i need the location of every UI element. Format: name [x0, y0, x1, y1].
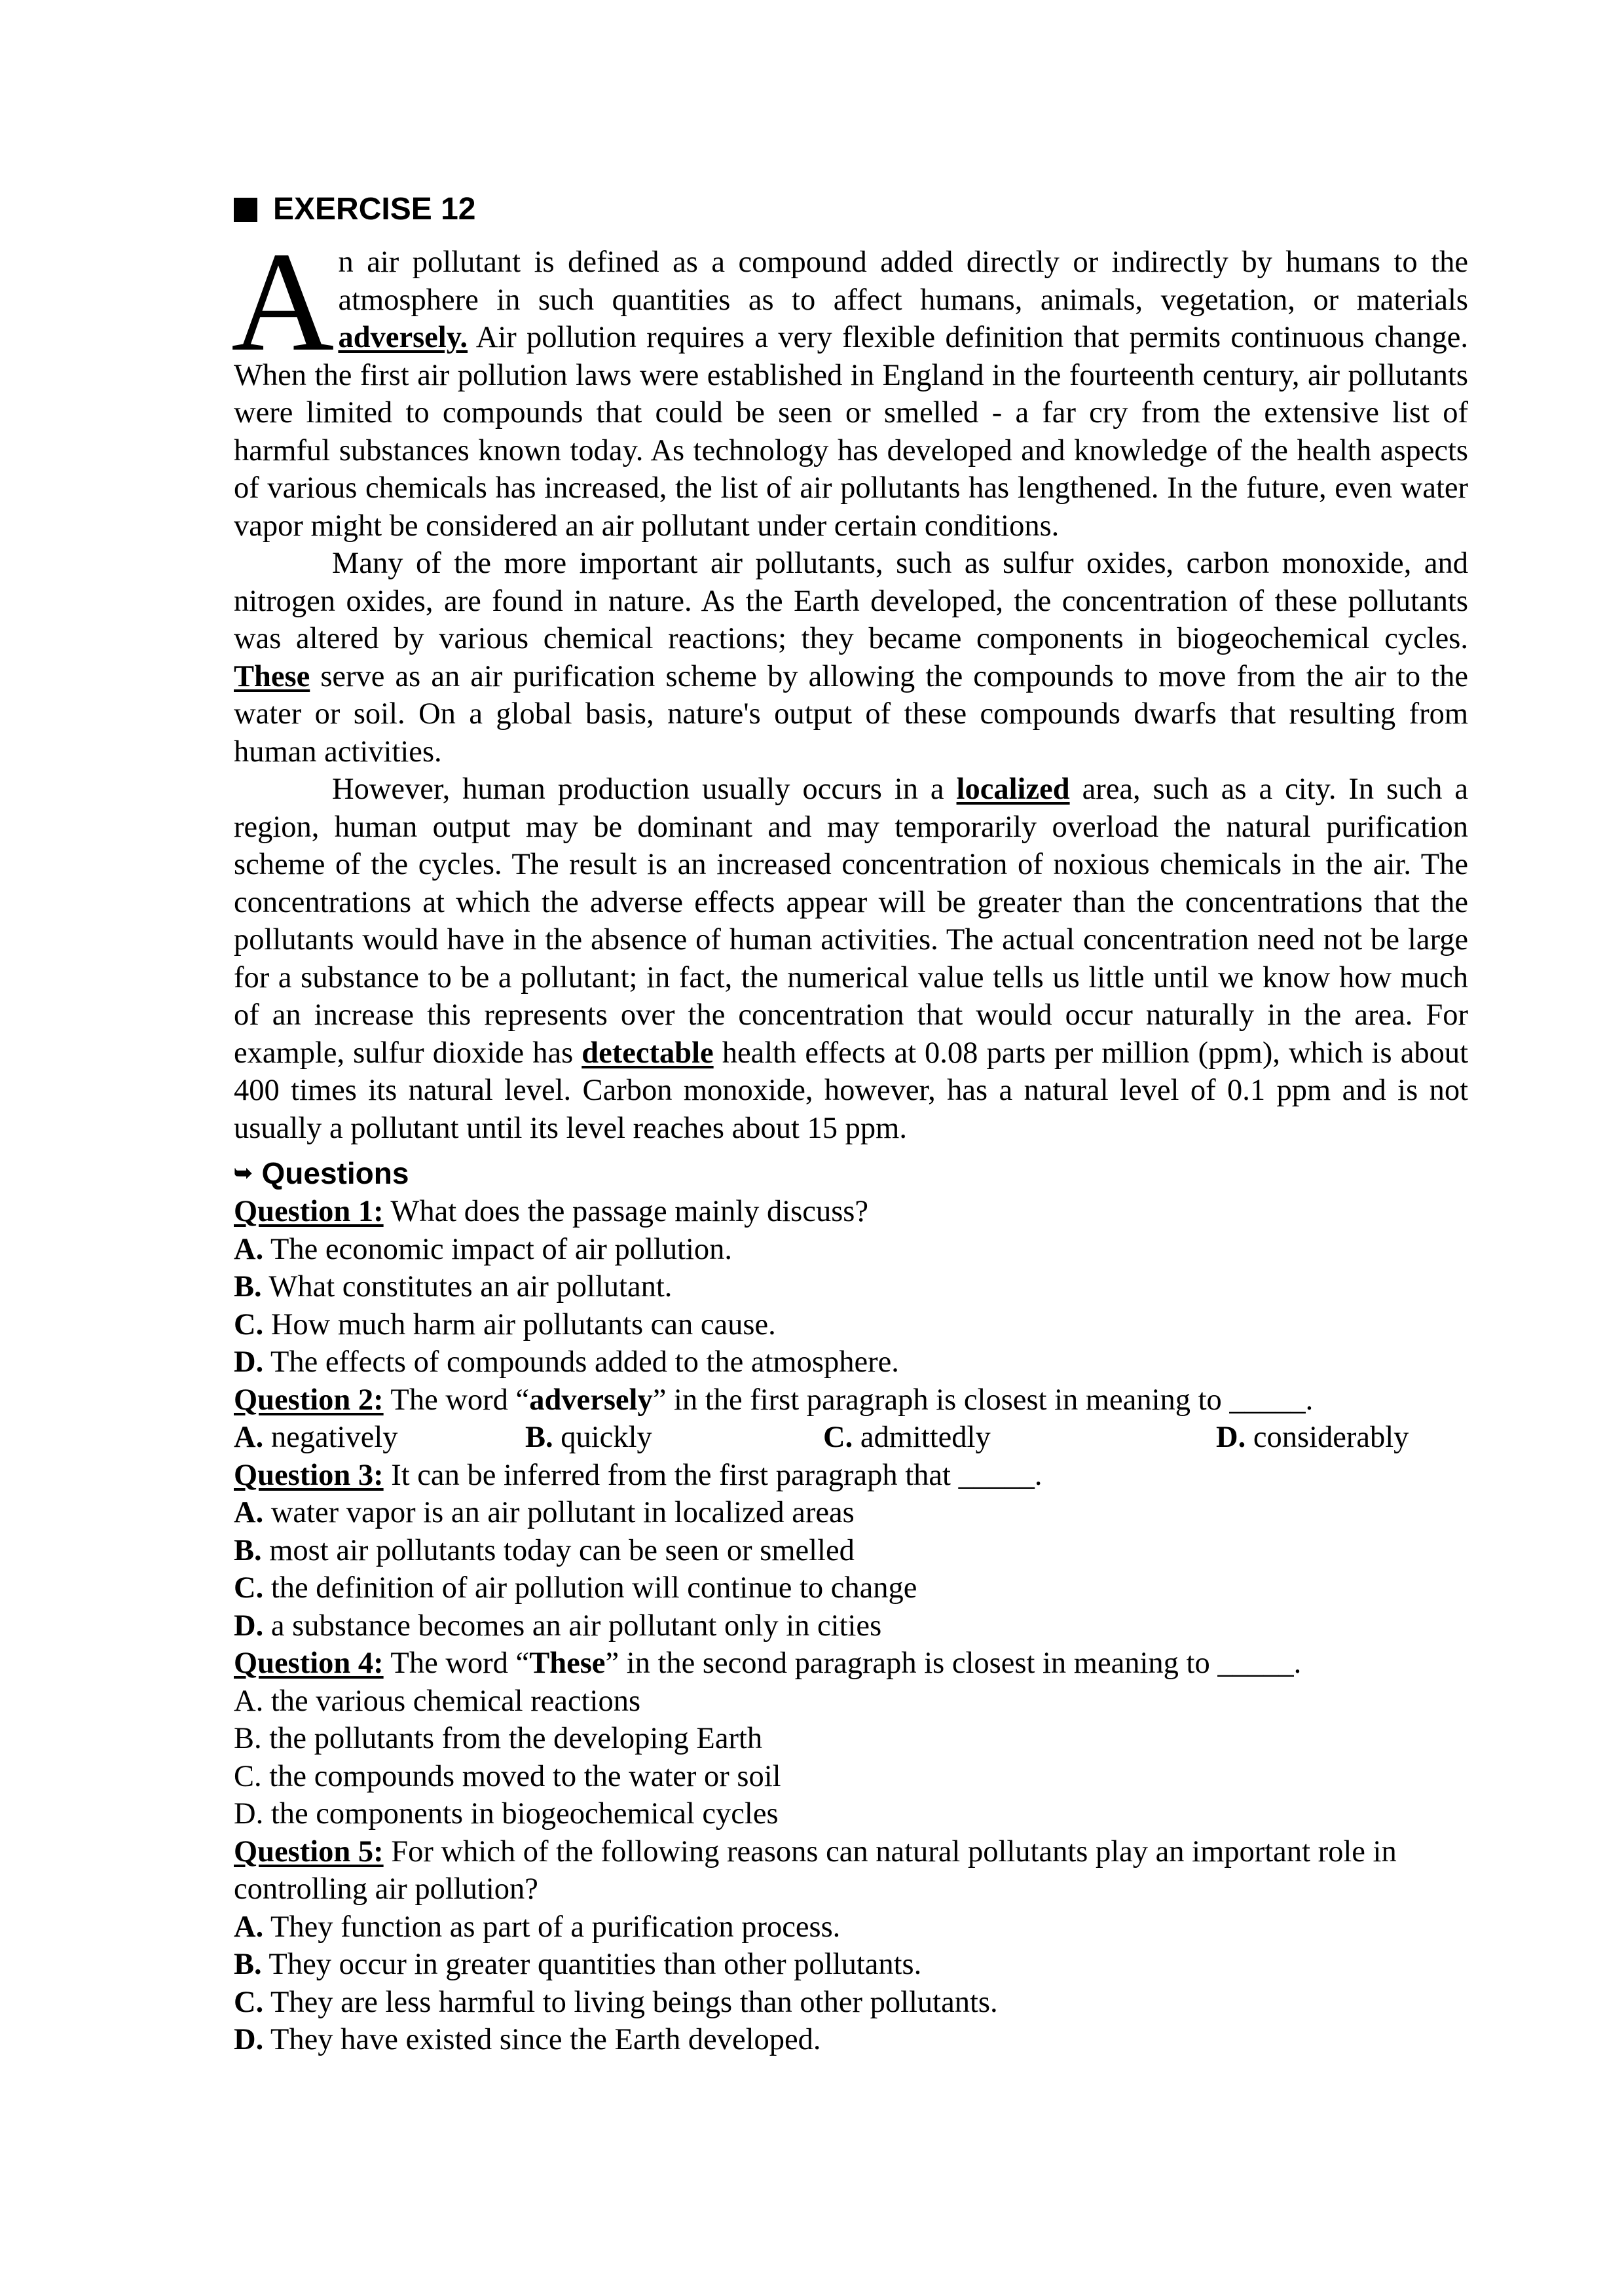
- option-letter: B.: [234, 1533, 262, 1567]
- option-letter: C.: [234, 1307, 264, 1341]
- hook-arrow-icon: ➥: [234, 1161, 253, 1186]
- paragraph-text: Air pollution requires a very flexible definition that permits continuous change. When the first air pollution laws were established in England in the fourteenth century, air pollutants were limited to compounds that could be seen or smelled - a far cry from the extensive list of harmful substances known today. As technology has developed and knowledge of the health aspects of various chemicals has increased, the list of air pollutants has lengthened. In the future, even water vapor might be considered an air pollutant under certain conditions.: [234, 321, 1468, 543]
- questions-title: Questions: [261, 1156, 409, 1190]
- paragraph-text: serve as an air purification scheme by allowing the compounds to move from the air to the water or soil. On a global basis, nature's output of these compounds dwarfs that resulting from human activities.: [234, 659, 1468, 769]
- option-text: the definition of air pollution will continue to change: [263, 1571, 917, 1605]
- question-text: The word “: [383, 1383, 530, 1417]
- option-text: water vapor is an air pollutant in localized areas: [263, 1496, 855, 1529]
- option-c[interactable]: [234, 1758, 1468, 1796]
- passage-paragraph-2: [234, 545, 1468, 771]
- option-letter: C.: [234, 1759, 262, 1793]
- question-stem: [234, 1645, 1468, 1683]
- option-letter: B.: [525, 1421, 553, 1454]
- option-text: the compounds moved to the water or soil: [261, 1759, 781, 1793]
- option-c[interactable]: [823, 1419, 1216, 1457]
- question-1: [234, 1193, 1468, 1381]
- option-letter: D.: [234, 1797, 264, 1831]
- exercise-heading: [234, 190, 1468, 229]
- option-text: The effects of compounds added to the atmosphere.: [263, 1345, 899, 1379]
- option-letter: D.: [234, 1345, 264, 1379]
- question-stem: [234, 1193, 1468, 1231]
- question-label: Question 3:: [234, 1458, 384, 1492]
- option-text: quickly: [553, 1421, 652, 1454]
- option-letter: A.: [234, 1421, 264, 1454]
- option-letter: D.: [234, 1609, 264, 1643]
- keyword-adversely: adversely.: [338, 321, 468, 354]
- options-row: [234, 1419, 1468, 1457]
- question-text: ” in the first paragraph is closest in meaning to _____.: [652, 1383, 1314, 1417]
- option-d[interactable]: [234, 1343, 1468, 1381]
- option-letter: D.: [1216, 1421, 1246, 1454]
- question-stem: [234, 1833, 1468, 1908]
- question-4: [234, 1645, 1468, 1833]
- option-d[interactable]: [234, 1795, 1468, 1833]
- option-letter: B.: [234, 1270, 262, 1303]
- option-letter: B.: [234, 1948, 262, 1981]
- option-a[interactable]: [234, 1419, 525, 1457]
- paragraph-text: health effects at 0.08 parts per million (ppm), which is about 400 times its natural level. Carbon monoxide, however, has a natural level of 0.1 ppm and is not usually a pollutant until its level reaches about 15 ppm.: [234, 1036, 1469, 1145]
- paragraph-text: n air pollutant is defined as a compound added directly or indirectly by humans to the atmosphere in such quantities as to affect humans, animals, vegetation, or materials: [338, 246, 1468, 317]
- option-letter: C.: [234, 1571, 264, 1605]
- question-text: For which of the following reasons can natural pollutants play an important role in controlling air pollution?: [234, 1834, 1397, 1906]
- option-a[interactable]: [234, 1683, 1468, 1721]
- option-c[interactable]: [234, 1306, 1468, 1344]
- black-square-icon: [234, 198, 257, 222]
- option-letter: A.: [234, 1910, 264, 1944]
- exercise-title: EXERCISE 12: [273, 192, 476, 227]
- option-c[interactable]: [234, 1569, 1468, 1607]
- option-letter: D.: [234, 2023, 264, 2056]
- question-stem: [234, 1457, 1468, 1495]
- option-b[interactable]: [234, 1268, 1468, 1306]
- question-text: ” in the second paragraph is closest in meaning to _____.: [605, 1647, 1302, 1680]
- drop-cap: A: [231, 223, 335, 381]
- option-letter: C.: [234, 1985, 264, 2019]
- question-text: What does the passage mainly discuss?: [383, 1195, 869, 1228]
- question-5: [234, 1833, 1468, 2059]
- paragraph-text: However, human production usually occurs in a: [332, 773, 957, 806]
- reading-passage: [231, 223, 1469, 1147]
- paragraph-text: area, such as a city. In such a region, human output may be dominant and may temporarily overload the natural purification scheme of the cycles. The result is an increased concentration of noxious chemicals in the air. The concentrations at which the adverse effects appear will be greater than the concentrations that the pollutants would have in the absence of human activities. The actual concentration need not be large for a substance to be a pollutant; in fact, the numerical value tells us little until we know how much of an increase this represents over the concentration that would occur naturally in the area. For example, sulfur dioxide has: [234, 773, 1468, 1070]
- option-b[interactable]: [234, 1946, 1468, 1984]
- question-label: Question 1:: [234, 1195, 384, 1228]
- keyword-these: These: [234, 659, 310, 693]
- option-letter: A.: [234, 1684, 264, 1718]
- option-letter: A.: [234, 1496, 264, 1529]
- option-text: They are less harmful to living beings than other pollutants.: [263, 1985, 998, 2019]
- question-label: Question 2:: [234, 1383, 384, 1417]
- option-text: a substance becomes an air pollutant only in cities: [263, 1609, 882, 1643]
- option-letter: B.: [234, 1722, 262, 1755]
- passage-paragraph-1: [231, 223, 1468, 545]
- option-b[interactable]: [525, 1419, 823, 1457]
- option-text: the components in biogeochemical cycles: [263, 1797, 779, 1831]
- keyword-detectable: detectable: [581, 1036, 714, 1070]
- quoted-keyword: adversely: [529, 1383, 653, 1417]
- option-text: most air pollutants today can be seen or smelled: [261, 1533, 855, 1567]
- option-text: admittedly: [853, 1421, 991, 1454]
- question-label: Question 5:: [234, 1834, 384, 1868]
- option-d[interactable]: [234, 1607, 1468, 1645]
- question-text: The word “: [383, 1647, 530, 1680]
- option-text: How much harm air pollutants can cause.: [263, 1307, 776, 1341]
- option-text: They have existed since the Earth developed.: [263, 2023, 821, 2056]
- keyword-localized: localized: [956, 773, 1070, 806]
- option-text: The economic impact of air pollution.: [263, 1232, 733, 1266]
- option-a[interactable]: [234, 1231, 1468, 1269]
- exercise-page: [231, 190, 1469, 2059]
- question-3: [234, 1457, 1468, 1645]
- option-d[interactable]: [1216, 1419, 1409, 1457]
- option-letter: A.: [234, 1232, 264, 1266]
- question-stem: [234, 1381, 1468, 1419]
- option-d[interactable]: [234, 2021, 1468, 2059]
- option-text: considerably: [1246, 1421, 1409, 1454]
- option-b[interactable]: [234, 1720, 1468, 1758]
- option-text: negatively: [263, 1421, 398, 1454]
- option-text: What constitutes an air pollutant.: [261, 1270, 673, 1303]
- option-text: the various chemical reactions: [263, 1684, 641, 1718]
- option-text: the pollutants from the developing Earth: [261, 1722, 763, 1755]
- questions-heading: [234, 1154, 1468, 1193]
- question-label: Question 4:: [234, 1647, 384, 1680]
- option-a[interactable]: [234, 1494, 1468, 1532]
- option-c[interactable]: [234, 1984, 1468, 2022]
- question-text: It can be inferred from the first paragraph that _____.: [383, 1458, 1043, 1492]
- option-text: They function as part of a purification process.: [263, 1910, 841, 1944]
- paragraph-text: Many of the more important air pollutants, such as sulfur oxides, carbon monoxide, and nitrogen oxides, are found in nature. As the Earth developed, the concentration of these pollutants was altered by various chemical reactions; they became components in biogeochemical cycles.: [234, 547, 1468, 655]
- quoted-keyword: These: [529, 1647, 606, 1680]
- option-a[interactable]: [234, 1908, 1468, 1946]
- option-b[interactable]: [234, 1532, 1468, 1570]
- question-2: [234, 1381, 1468, 1457]
- option-text: They occur in greater quantities than other pollutants.: [261, 1948, 922, 1981]
- passage-paragraph-3: [234, 771, 1468, 1147]
- option-letter: C.: [823, 1421, 853, 1454]
